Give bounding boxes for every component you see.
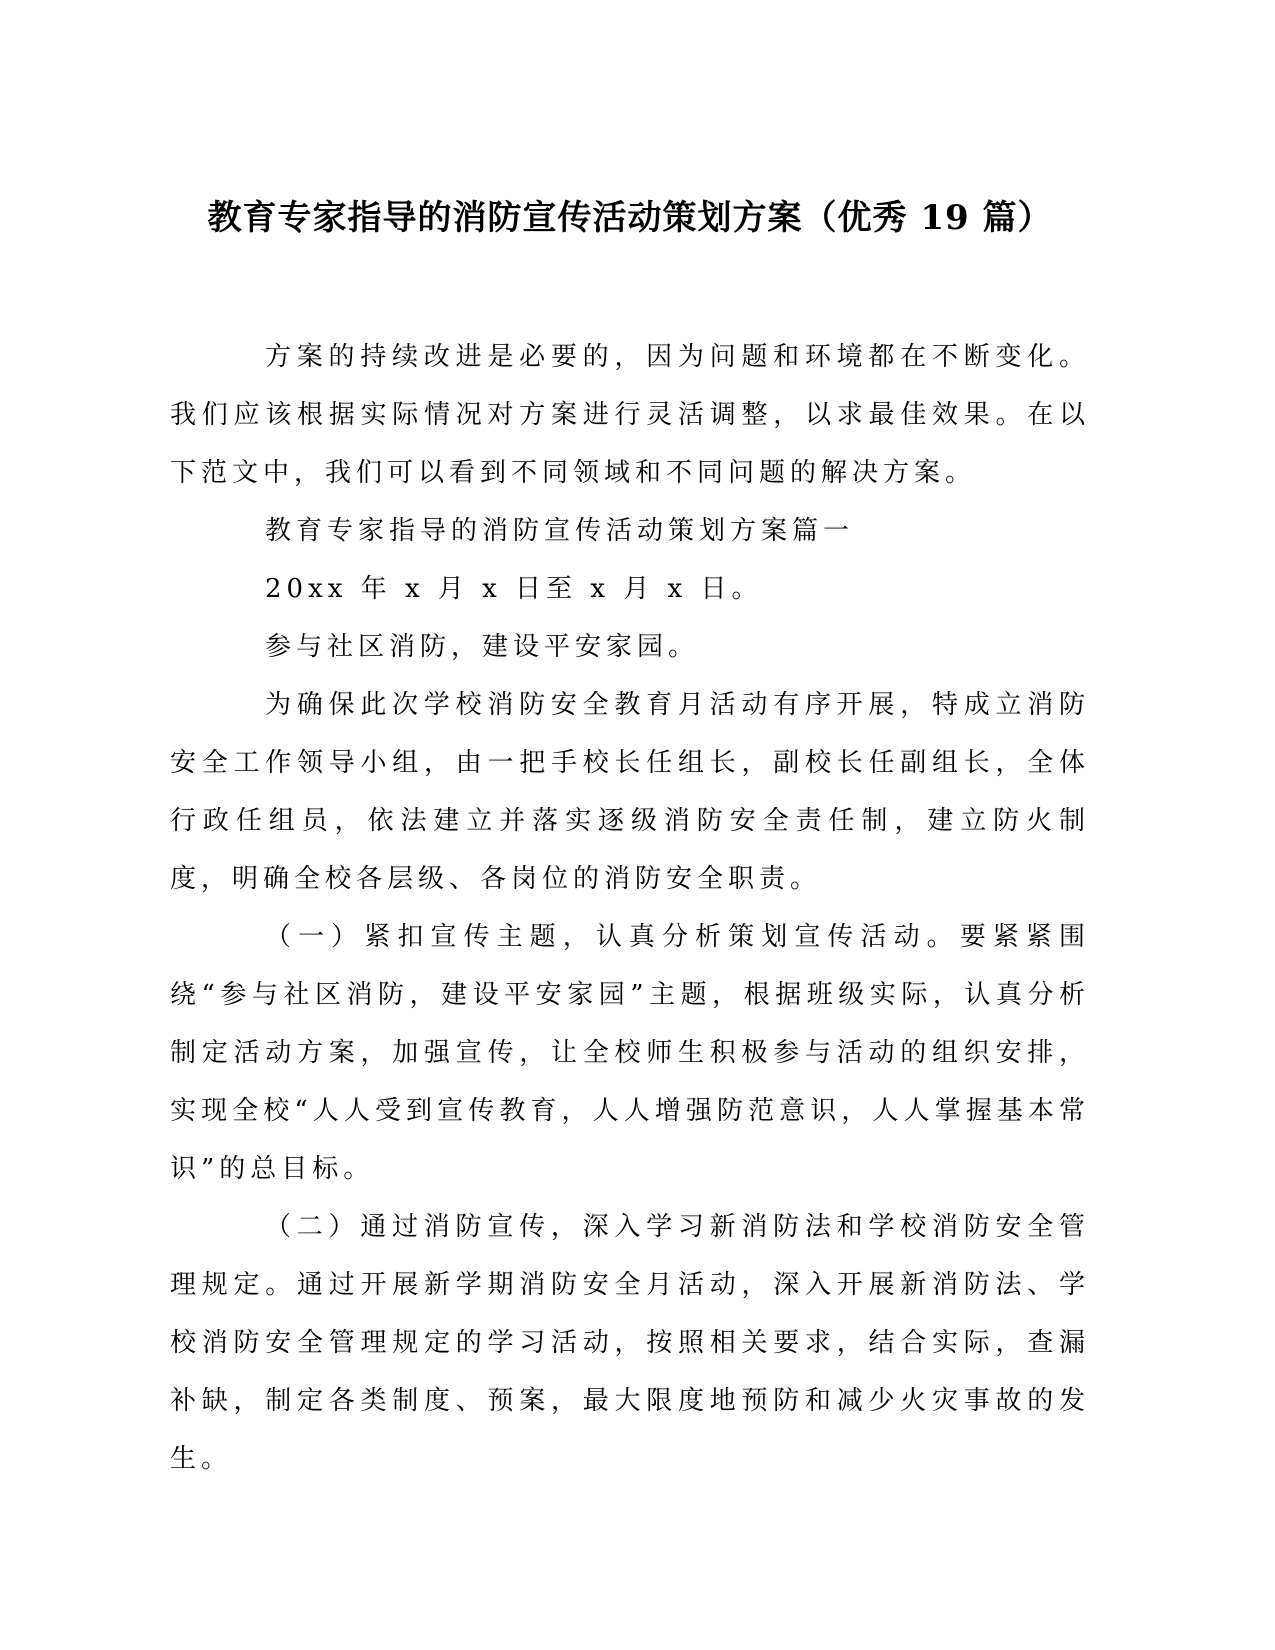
paragraph-intro: 方案的持续改进是必要的，因为问题和环境都在不断变化。我们应该根据实际情况对方案进行灵活调整，以求最佳效果。在以下范文中，我们可以看到不同领域和不同问题的解决方案。 [170, 342, 1090, 488]
paragraph-item-two: （二）通过消防宣传，深入学习新消防法和学校消防安全管理规定。通过开展新学期消防安全月活动，深入开展新消防法、学校消防安全管理规定的学习活动，按照相关要求，结合实际，查漏补缺，制定各类制度、预案，最大限度地预防和减少火灾事故的发生。 [170, 1212, 1090, 1474]
paragraph-slogan: 参与社区消防，建设平安家园。 [265, 632, 700, 662]
paragraph-date: 20xx 年 x 月 x 日至 x 月 x 日。 [265, 574, 763, 604]
document-title: 教育专家指导的消防宣传活动策划方案（优秀 19 篇） [207, 198, 1053, 238]
paragraph-item-one: （一）紧扣宣传主题，认真分析策划宣传活动。要紧紧围绕“参与社区消防，建设平安家园”主题，根据班级实际，认真分析制定活动方案，加强宣传，让全校师生积极参与活动的组织安排，实现全校“人人受到宣传教育，人人增强防范意识，人人掌握基本常识”的总目标。 [170, 922, 1090, 1184]
paragraph-leadership-group: 为确保此次学校消防安全教育月活动有序开展，特成立消防安全工作领导小组，由一把手校长任组长，副校长任副组长，全体行政任组员，依法建立并落实逐级消防安全责任制，建立防火制度，明确全校各层级、各岗位的消防安全职责。 [170, 690, 1090, 894]
paragraph-section-heading: 教育专家指导的消防宣传活动策划方案篇一 [265, 516, 855, 546]
